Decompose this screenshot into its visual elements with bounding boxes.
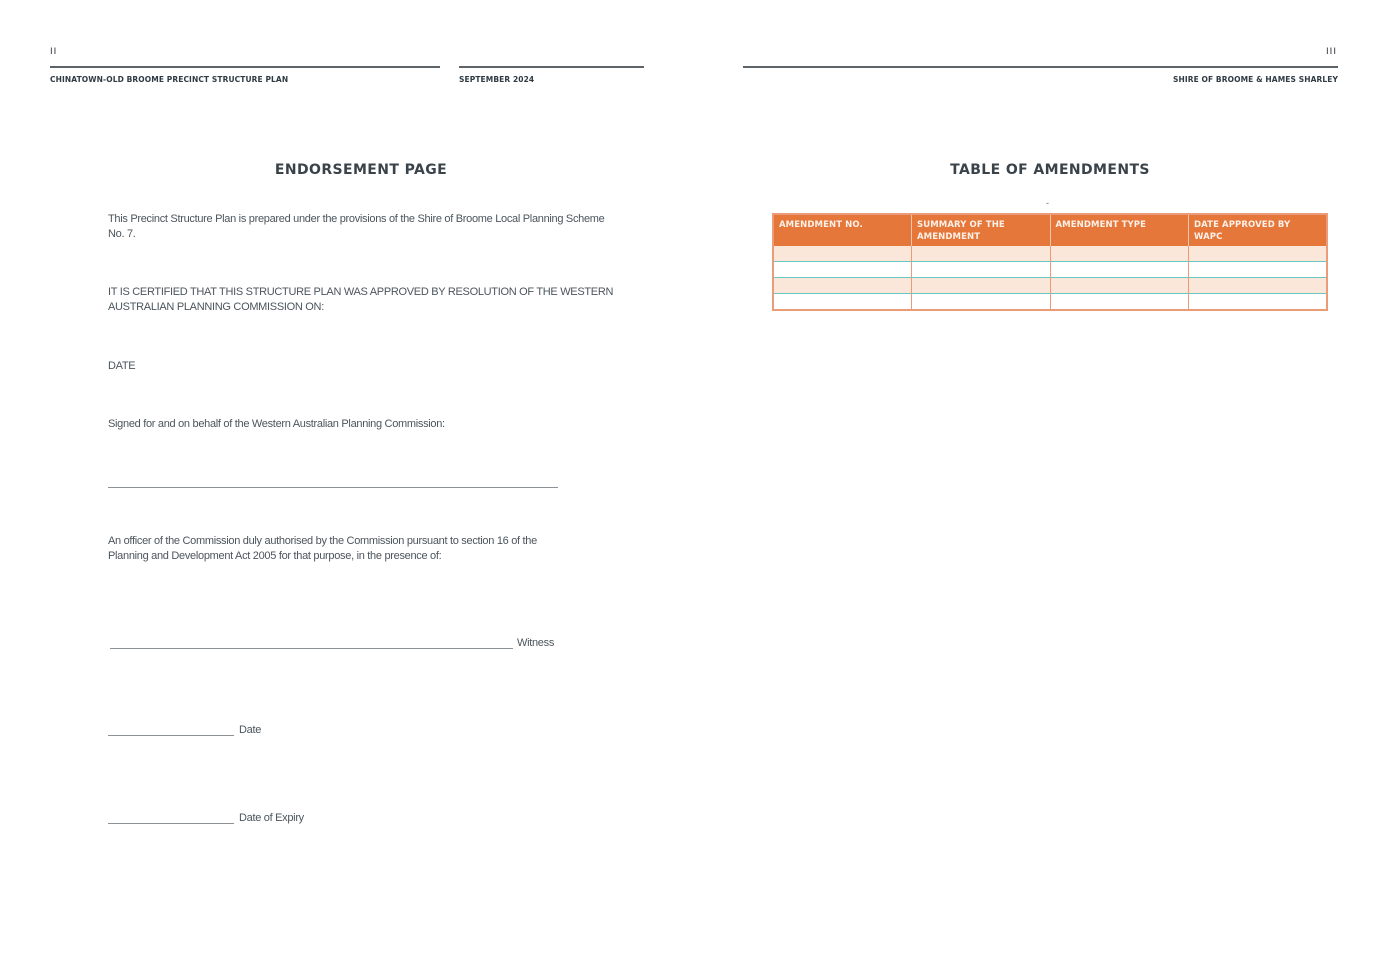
- table-cell: [912, 294, 1051, 311]
- table-cell: [1189, 246, 1328, 262]
- stray-mark: -: [1046, 198, 1049, 208]
- table-cell: [1189, 294, 1328, 311]
- witness-line: [110, 648, 513, 649]
- header-date-approved: DATE APPROVED BY WAPC: [1189, 214, 1328, 246]
- provisions-paragraph: This Precinct Structure Plan is prepared under the provisions of the Shire of Broome Local Planning Scheme No. 7.: [108, 213, 605, 240]
- witness-label: Witness: [517, 637, 555, 649]
- amendments-table: [772, 213, 1328, 311]
- table-cell: [912, 262, 1051, 278]
- table-cell: [773, 278, 912, 294]
- header-rule-right: [743, 66, 1338, 68]
- officer-paragraph: An officer of the Commission duly authorised by the Commission pursuant to section 16 of the Planning and Development Act 2005 for that purpose, in the presence of:: [108, 535, 537, 562]
- date-label: Date: [239, 724, 262, 736]
- expiry-date-line: [108, 823, 234, 824]
- header-summary: SUMMARY OF THE AMENDMENT: [912, 214, 1051, 246]
- header-amendment-type: AMENDMENT TYPE: [1050, 214, 1189, 246]
- table-row: [773, 278, 1327, 294]
- expiry-date-label: Date of Expiry: [239, 812, 304, 824]
- table-cell: [1050, 294, 1189, 311]
- header-rule-left: [50, 66, 440, 68]
- table-cell: [1050, 278, 1189, 294]
- page-number-left: II: [50, 47, 58, 57]
- table-cell: [773, 262, 912, 278]
- running-head-right: SHIRE OF BROOME & HAMES SHARLEY: [1172, 75, 1338, 84]
- table-cell: [1050, 262, 1189, 278]
- header-amendment-no: AMENDMENT NO.: [773, 214, 912, 246]
- endorsement-title: ENDORSEMENT PAGE: [274, 162, 448, 178]
- running-head-left: CHINATOWN-OLD BROOME PRECINCT STRUCTURE PLAN: [50, 75, 289, 84]
- table-header-row: [773, 214, 1327, 246]
- table-cell: [1189, 278, 1328, 294]
- running-head-date: SEPTEMBER 2024: [459, 75, 535, 84]
- signed-statement: Signed for and on behalf of the Western Australian Planning Commission:: [108, 418, 445, 430]
- table-cell: [1189, 262, 1328, 278]
- table-cell: [912, 246, 1051, 262]
- table-row: [773, 262, 1327, 278]
- date-line: [108, 735, 234, 736]
- page-number-right: III: [1326, 47, 1337, 57]
- table-cell: [773, 246, 912, 262]
- table-row: [773, 246, 1327, 262]
- certification-paragraph: IT IS CERTIFIED THAT THIS STRUCTURE PLAN WAS APPROVED BY RESOLUTION OF THE WESTERN AUSTRALIAN PLANNING COMMISSION ON:: [108, 286, 614, 313]
- date-heading: DATE: [108, 360, 136, 372]
- table-row: [773, 294, 1327, 311]
- table-cell: [1050, 246, 1189, 262]
- amendments-title: TABLE OF AMENDMENTS: [950, 162, 1150, 178]
- signature-line: [108, 487, 558, 488]
- table-cell: [912, 278, 1051, 294]
- header-rule-date: [459, 66, 644, 68]
- table-cell: [773, 294, 912, 311]
